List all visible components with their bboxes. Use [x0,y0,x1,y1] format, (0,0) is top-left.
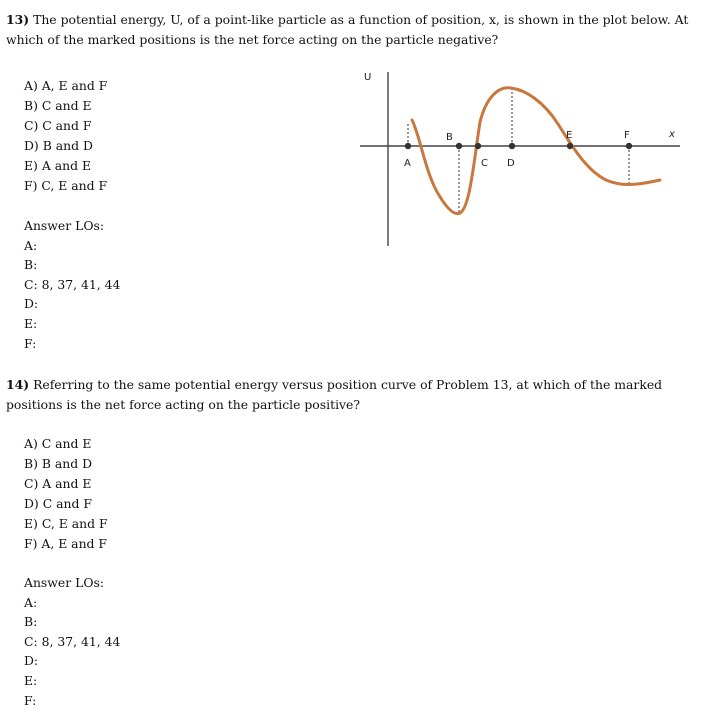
question-14-text [6,375,690,415]
answer-lo: B: [24,257,38,273]
choice: C) A and E [24,476,92,491]
answer-los-heading: Answer LOs: [24,218,105,233]
choice: B) B and D [24,456,93,471]
point-e-label: E [566,130,573,141]
question-14-body: Referring to the same potential energy versus position curve of Problem 13, at which of the marked positions is the net force acting on the particle positive? [6,377,663,412]
choice: A) C and E [24,436,92,451]
question-14-answer-los [24,573,120,710]
choice: A) A, E and F [24,78,108,93]
choice: C) C and F [24,118,92,133]
point-c-marker [475,143,481,149]
point-c-label: C [481,158,488,169]
answer-lo: C: 8, 37, 41, 44 [24,276,121,292]
choice: F) C, E and F [24,178,108,193]
point-d-label: D [507,158,515,169]
choice: D) C and F [24,496,92,511]
answer-lo: A: [24,237,38,253]
point-b-marker [456,143,462,149]
answer-lo: F: [24,692,37,708]
question-13-text [6,10,690,50]
question-14-number: 14) [6,377,30,392]
choice: E) C, E and F [24,516,108,531]
answer-lo: F: [24,335,37,351]
potential-energy-plot [360,62,690,252]
x-axis-label: x [669,129,675,140]
point-b-label: B [446,132,453,143]
question-13-choices [24,76,107,196]
choice: F) A, E and F [24,536,108,551]
dashed-guides [408,88,629,213]
question-13-body: The potential energy, U, of a point-like particle as a function of position, x, is shown in the plot below. At which of the marked positions is the net force acting on the particle negative? [6,12,689,47]
choice: B) C and E [24,98,92,113]
choice: D) B and D [24,138,93,153]
answer-lo: E: [24,672,38,688]
answer-lo: A: [24,594,38,610]
answer-los-heading: Answer LOs: [24,575,105,590]
point-d-marker [509,143,515,149]
answer-lo: E: [24,315,38,331]
point-e-marker [567,143,573,149]
y-axis-label: U [364,72,372,83]
answer-lo: D: [24,296,39,312]
answer-lo: C: 8, 37, 41, 44 [24,633,121,649]
point-f-marker [626,143,632,149]
choice: E) A and E [24,158,91,173]
point-f-label: F [624,130,630,141]
question-13-number: 13) [6,12,30,27]
potential-energy-curve [412,88,660,214]
question-14-choices [24,434,108,554]
answer-lo: D: [24,653,39,669]
point-a-label: A [404,158,411,169]
answer-lo: B: [24,614,38,630]
question-13-answer-los [24,216,120,353]
point-a-marker [405,143,411,149]
